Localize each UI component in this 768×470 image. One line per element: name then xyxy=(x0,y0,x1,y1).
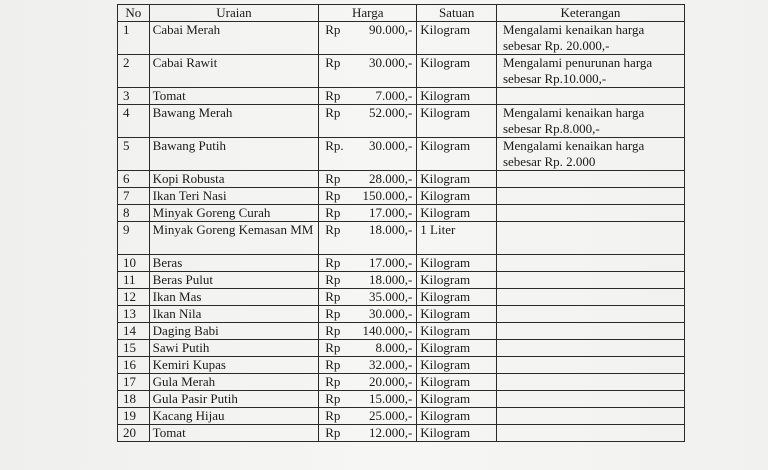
price-wrap xyxy=(325,171,412,187)
price-wrap xyxy=(325,255,412,271)
row-satuan: Kilogram xyxy=(417,22,497,55)
row-no: 6 xyxy=(118,171,150,188)
price-amount: 150.000,- xyxy=(362,188,413,203)
row-keterangan xyxy=(496,374,684,391)
table-row xyxy=(118,171,685,188)
price-wrap xyxy=(325,323,412,339)
row-no: 13 xyxy=(118,306,150,323)
row-keterangan: Mengalami kenaikan harga sebesar Rp. 20.000,- xyxy=(496,22,684,55)
row-no: 20 xyxy=(118,425,150,442)
price-wrap xyxy=(325,222,412,238)
price-amount: 18.000,- xyxy=(368,272,413,287)
row-uraian: Kopi Robusta xyxy=(149,171,319,188)
row-harga xyxy=(319,408,417,425)
row-harga xyxy=(319,171,417,188)
price-currency: Rp xyxy=(325,255,341,270)
price-amount: 32.000,- xyxy=(368,357,413,372)
row-harga xyxy=(319,188,417,205)
row-satuan: Kilogram xyxy=(417,391,497,408)
row-satuan: Kilogram xyxy=(417,205,497,222)
row-keterangan xyxy=(496,88,684,105)
price-wrap xyxy=(325,22,412,38)
table-row xyxy=(118,357,685,374)
price-amount: 30.000,- xyxy=(368,306,413,321)
table-row xyxy=(118,323,685,340)
row-keterangan xyxy=(496,357,684,374)
price-currency: Rp xyxy=(325,171,341,186)
row-keterangan xyxy=(496,222,684,255)
header-keterangan: Keterangan xyxy=(496,5,684,22)
row-no: 4 xyxy=(118,105,150,138)
row-no: 8 xyxy=(118,205,150,222)
price-wrap xyxy=(325,105,412,121)
table-row xyxy=(118,340,685,357)
price-currency: Rp xyxy=(325,425,341,440)
row-harga xyxy=(319,255,417,272)
price-amount: 28.000,- xyxy=(368,171,413,186)
table-row xyxy=(118,105,685,138)
price-wrap xyxy=(325,425,412,441)
header-harga: Harga xyxy=(319,5,417,22)
row-keterangan xyxy=(496,391,684,408)
price-amount: 17.000,- xyxy=(368,255,413,270)
price-amount: 20.000,- xyxy=(368,374,413,389)
price-wrap xyxy=(325,272,412,288)
row-uraian: Kemiri Kupas xyxy=(149,357,319,374)
price-currency: Rp xyxy=(325,205,341,220)
price-currency: Rp xyxy=(325,289,341,304)
row-keterangan: Mengalami kenaikan harga sebesar Rp.8.000,- xyxy=(496,105,684,138)
row-no: 16 xyxy=(118,357,150,374)
row-harga xyxy=(319,289,417,306)
row-harga xyxy=(319,55,417,88)
row-harga xyxy=(319,22,417,55)
row-satuan: Kilogram xyxy=(417,255,497,272)
row-satuan: 1 Liter xyxy=(417,222,497,255)
price-currency: Rp xyxy=(325,306,341,321)
table-row xyxy=(118,88,685,105)
row-uraian: Sawi Putih xyxy=(149,340,319,357)
price-currency: Rp xyxy=(325,340,341,355)
row-no: 1 xyxy=(118,22,150,55)
row-uraian: Cabai Rawit xyxy=(149,55,319,88)
row-keterangan xyxy=(496,340,684,357)
row-uraian: Beras xyxy=(149,255,319,272)
header-row xyxy=(118,5,685,22)
row-satuan: Kilogram xyxy=(417,105,497,138)
price-currency: Rp xyxy=(325,188,341,203)
row-satuan: Kilogram xyxy=(417,340,497,357)
price-currency: Rp xyxy=(325,88,341,103)
table-row xyxy=(118,22,685,55)
row-harga xyxy=(319,306,417,323)
row-uraian: Minyak Goreng Curah xyxy=(149,205,319,222)
row-uraian: Tomat xyxy=(149,425,319,442)
row-satuan: Kilogram xyxy=(417,323,497,340)
row-harga xyxy=(319,391,417,408)
row-uraian: Minyak Goreng Kemasan MM xyxy=(149,222,319,255)
price-wrap xyxy=(325,205,412,221)
row-keterangan xyxy=(496,408,684,425)
table-row xyxy=(118,408,685,425)
row-satuan: Kilogram xyxy=(417,171,497,188)
row-keterangan xyxy=(496,289,684,306)
row-harga xyxy=(319,374,417,391)
header-no: No xyxy=(118,5,150,22)
price-wrap xyxy=(325,55,412,71)
table-row xyxy=(118,374,685,391)
table-row xyxy=(118,272,685,289)
row-harga xyxy=(319,105,417,138)
row-harga xyxy=(319,340,417,357)
price-amount: 8.000,- xyxy=(375,340,413,355)
row-no: 17 xyxy=(118,374,150,391)
row-no: 5 xyxy=(118,138,150,171)
row-no: 14 xyxy=(118,323,150,340)
price-amount: 15.000,- xyxy=(368,391,413,406)
price-amount: 52.000,- xyxy=(368,105,413,120)
price-currency: Rp xyxy=(325,222,341,237)
row-keterangan xyxy=(496,188,684,205)
table-row xyxy=(118,255,685,272)
row-satuan: Kilogram xyxy=(417,88,497,105)
table-body xyxy=(118,22,685,442)
price-table xyxy=(117,4,685,442)
row-uraian: Daging Babi xyxy=(149,323,319,340)
row-no: 11 xyxy=(118,272,150,289)
table-row xyxy=(118,425,685,442)
price-wrap xyxy=(325,357,412,373)
price-wrap xyxy=(325,138,412,154)
row-satuan: Kilogram xyxy=(417,55,497,88)
row-satuan: Kilogram xyxy=(417,425,497,442)
price-wrap xyxy=(325,391,412,407)
row-uraian: Cabai Merah xyxy=(149,22,319,55)
row-keterangan xyxy=(496,255,684,272)
row-satuan: Kilogram xyxy=(417,374,497,391)
row-satuan: Kilogram xyxy=(417,272,497,289)
price-amount: 35.000,- xyxy=(368,289,413,304)
row-keterangan xyxy=(496,205,684,222)
row-harga xyxy=(319,88,417,105)
row-satuan: Kilogram xyxy=(417,188,497,205)
price-wrap xyxy=(325,340,412,356)
price-amount: 12.000,- xyxy=(368,425,413,440)
price-amount: 17.000,- xyxy=(368,205,413,220)
table-row xyxy=(118,55,685,88)
header-uraian: Uraian xyxy=(149,5,319,22)
row-no: 10 xyxy=(118,255,150,272)
row-uraian: Gula Pasir Putih xyxy=(149,391,319,408)
price-amount: 25.000,- xyxy=(368,408,413,423)
price-currency: Rp xyxy=(325,374,341,389)
row-no: 19 xyxy=(118,408,150,425)
price-wrap xyxy=(325,88,412,104)
row-harga xyxy=(319,425,417,442)
price-currency: Rp xyxy=(325,357,341,372)
table-row xyxy=(118,391,685,408)
price-currency: Rp xyxy=(325,408,341,423)
row-no: 18 xyxy=(118,391,150,408)
row-keterangan xyxy=(496,306,684,323)
price-currency: Rp. xyxy=(325,138,344,153)
row-no: 9 xyxy=(118,222,150,255)
price-currency: Rp xyxy=(325,105,341,120)
row-harga xyxy=(319,138,417,171)
row-uraian: Bawang Merah xyxy=(149,105,319,138)
row-uraian: Beras Pulut xyxy=(149,272,319,289)
price-amount: 140.000,- xyxy=(362,323,413,338)
header-satuan: Satuan xyxy=(417,5,497,22)
row-keterangan xyxy=(496,323,684,340)
price-amount: 18.000,- xyxy=(368,222,413,237)
row-uraian: Ikan Teri Nasi xyxy=(149,188,319,205)
price-wrap xyxy=(325,408,412,424)
row-harga xyxy=(319,323,417,340)
row-keterangan xyxy=(496,425,684,442)
price-wrap xyxy=(325,306,412,322)
row-satuan: Kilogram xyxy=(417,289,497,306)
price-currency: Rp xyxy=(325,272,341,287)
price-amount: 90.000,- xyxy=(368,22,413,37)
row-satuan: Kilogram xyxy=(417,408,497,425)
row-uraian: Gula Merah xyxy=(149,374,319,391)
price-amount: 30.000,- xyxy=(368,55,413,70)
row-satuan: Kilogram xyxy=(417,138,497,171)
price-amount: 7.000,- xyxy=(375,88,413,103)
price-amount: 30.000,- xyxy=(368,138,413,153)
row-no: 15 xyxy=(118,340,150,357)
table-row xyxy=(118,188,685,205)
row-no: 7 xyxy=(118,188,150,205)
price-currency: Rp xyxy=(325,391,341,406)
row-harga xyxy=(319,357,417,374)
price-currency: Rp xyxy=(325,323,341,338)
row-uraian: Ikan Mas xyxy=(149,289,319,306)
row-keterangan: Mengalami penurunan harga sebesar Rp.10.000,- xyxy=(496,55,684,88)
row-no: 2 xyxy=(118,55,150,88)
table-row xyxy=(118,138,685,171)
row-harga xyxy=(319,272,417,289)
price-wrap xyxy=(325,374,412,390)
row-harga xyxy=(319,222,417,255)
price-wrap xyxy=(325,188,412,204)
row-keterangan xyxy=(496,272,684,289)
row-satuan: Kilogram xyxy=(417,306,497,323)
row-no: 3 xyxy=(118,88,150,105)
table-row xyxy=(118,205,685,222)
price-currency: Rp xyxy=(325,22,341,37)
row-keterangan xyxy=(496,171,684,188)
row-harga xyxy=(319,205,417,222)
price-currency: Rp xyxy=(325,55,341,70)
row-uraian: Kacang Hijau xyxy=(149,408,319,425)
price-wrap xyxy=(325,289,412,305)
table-row xyxy=(118,222,685,255)
row-no: 12 xyxy=(118,289,150,306)
row-satuan: Kilogram xyxy=(417,357,497,374)
row-uraian: Tomat xyxy=(149,88,319,105)
row-uraian: Bawang Putih xyxy=(149,138,319,171)
table-row xyxy=(118,289,685,306)
row-uraian: Ikan Nila xyxy=(149,306,319,323)
table-row xyxy=(118,306,685,323)
row-keterangan: Mengalami kenaikan harga sebesar Rp. 2.000 xyxy=(496,138,684,171)
